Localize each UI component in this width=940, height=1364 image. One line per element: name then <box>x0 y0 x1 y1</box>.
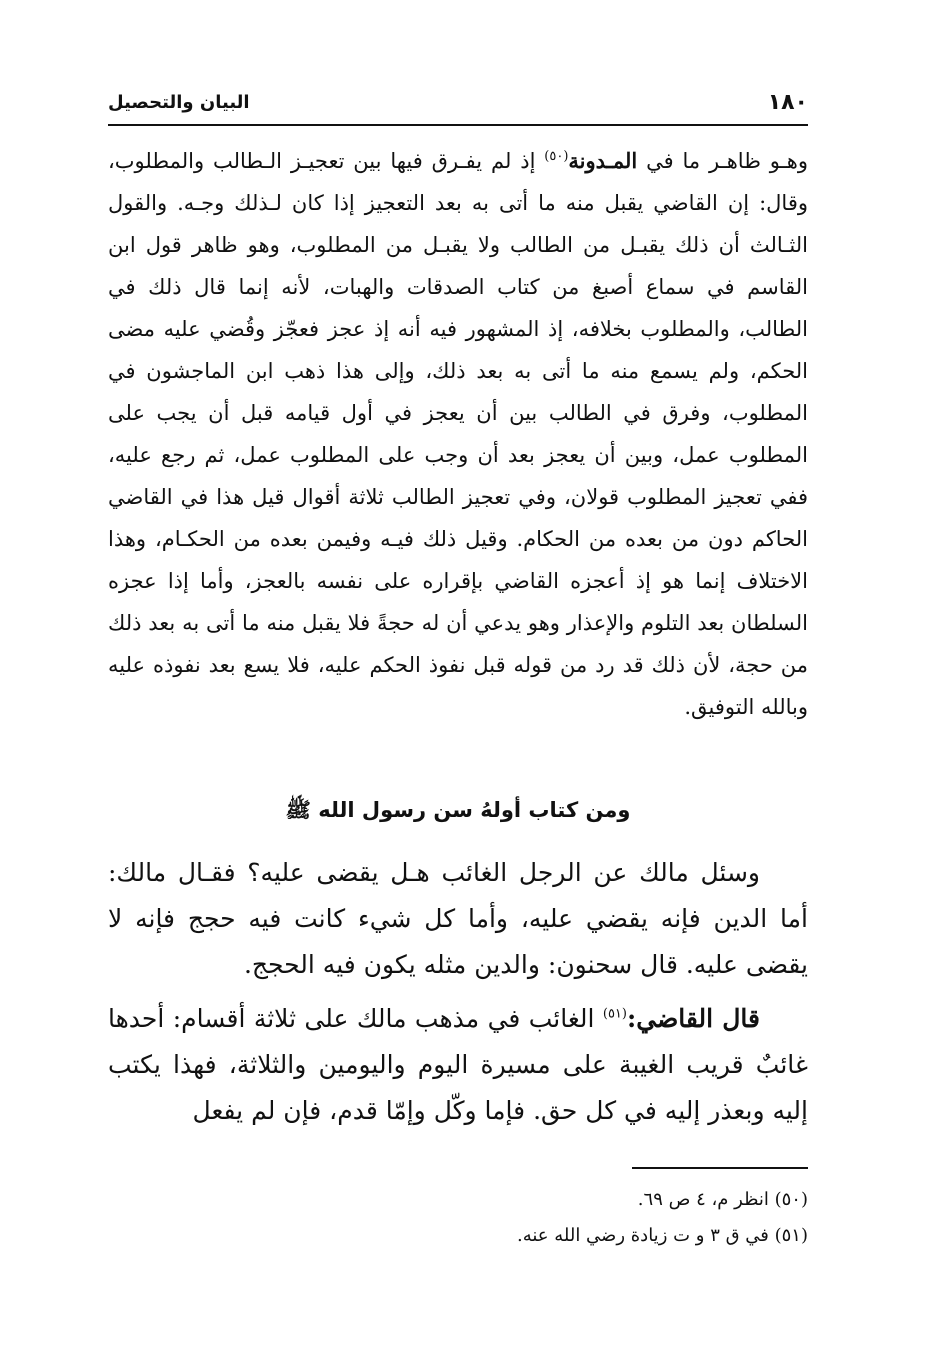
header-rule <box>108 124 808 126</box>
footnote-rule <box>632 1167 808 1169</box>
question-answer-block <box>108 850 808 1134</box>
paragraph-1-text: إذ لم يفـرق فيها بين تعجيـز الـطالب والمطلوب، وقال: إن القاضي يقبل منه ما أتى به بعد التعجيز إذا كان لـذلك وجـه. والقول الثـالث أن ذلك يقبـل من الطالب ولا يقبـل من المطلوب، وهو ظاهر قول ابن القاسم في سماع أصبغ من كتاب الصدقات والهبات، لأنه إنما قال ذلك في الطالب، والمطلوب بخلافه، إذ المشهور فيه أنه إذ عجز فعجّز وقُضي عليه مضى الحكم، ولم يسمع منه ما أتى به بعد ذلك، وإلى هذا ذهب ابن الماجشون في المطلوب، وفرق في الطالب بين أن يعجز في أول قيامه قبل أن يجب على المطلوب عمل، وبين أن يعجز بعد أن وجب على المطلوب عمل، ثم رجع عليه، ففي تعجيز المطلوب قولان، وفي تعجيز الطالب ثلاثة أقوال قيل هذا في القاضي الحاكم دون من بعده من الحكام. وقيل ذلك فيـه وفيمن بعده من الحكـام، وهذا الاختلاف إنما هو إذ أعجزه القاضي بإقراره على نفسه بالعجز، وأما إذا عجزه السلطان بعد التلوم والإعذار وهو يدعي أن له حجةً فلا يقبل منه ما أتى به بعد ذلك من حجة، لأن ذلك قد رد من قوله قبل نفوذ الحكم عليه، فلا يسع بعد نفوذه عليه وبالله التوفيق. <box>108 149 808 719</box>
answer-paragraph <box>108 996 808 1134</box>
footnotes <box>108 1182 808 1254</box>
page-header <box>108 86 808 126</box>
paragraph-1 <box>108 140 808 728</box>
section-heading: ومن كتاب أولهُ سن رسول الله ﷺ <box>285 798 631 822</box>
source-title: المـدونة <box>568 148 638 173</box>
footnote-50: (٥٠) انظر م، ٤ ص ٦٩. <box>637 1189 808 1210</box>
paragraph-1-start: وهـو ظاهـر ما في <box>637 149 808 173</box>
main-paragraph <box>108 140 808 728</box>
footnote-51: (٥١) في ق ٣ و ت زيادة رضي الله عنه. <box>516 1225 808 1246</box>
page-number: ١٨٠ <box>767 90 808 115</box>
answer-text: الغائب في مذهب مالك على ثلاثة أقسام: أحدها غائبٌ قريب الغيبة على مسيرة اليوم واليومين والثلاثة، فهذا يكتب إليه وبعذر إليه في كل حق. فإما وكّل وإمّا قدم، فإن لم يفعل <box>108 1004 808 1125</box>
footnote-ref-51: (٥١) <box>602 1006 627 1022</box>
answer-label: قال القاضي: <box>627 1004 760 1033</box>
question-paragraph: وسئل مالك عن الرجل الغائب هـل يقضى عليه؟ فقـال مالك: أما الدين فإنه يقضي عليه، وأما كل شيء كانت فيه حجج فإنه لا يقضى عليه. قال سحنون: والدين مثله يكون فيه الحجج. <box>108 858 808 979</box>
running-title: البيان والتحصيل <box>108 92 250 113</box>
footnote-ref-50: (٥٠) <box>544 149 569 164</box>
